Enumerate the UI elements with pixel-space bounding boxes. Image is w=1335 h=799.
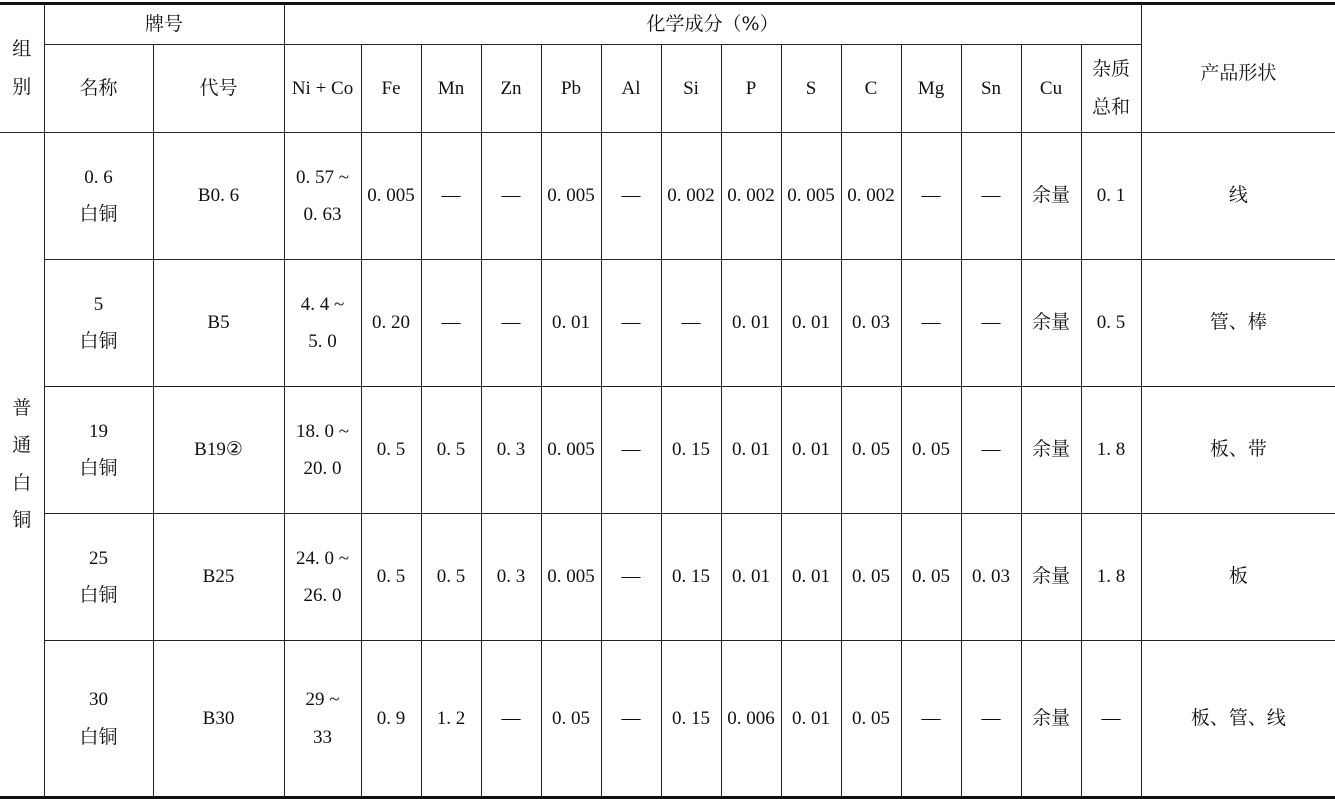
table-body (0, 133, 1335, 798)
composition-cell: 0. 57 ~ 0. 63 (284, 133, 361, 260)
composition-cell: 0. 05 (541, 641, 601, 798)
composition-cell: 0. 01 (721, 260, 781, 387)
header-row-1 (0, 4, 1335, 45)
element-header: Ni + Co (284, 45, 361, 133)
composition-cell: 余量 (1021, 641, 1081, 798)
composition-cell: — (481, 133, 541, 260)
composition-cell: — (481, 641, 541, 798)
code-header: 代号 (153, 45, 284, 133)
composition-cell: 0. 002 (841, 133, 901, 260)
element-header: Al (601, 45, 661, 133)
composition-cell: — (961, 387, 1021, 514)
composition-cell: 0. 15 (661, 387, 721, 514)
composition-cell: 0. 03 (841, 260, 901, 387)
composition-cell: — (901, 133, 961, 260)
composition-cell: 24. 0 ~ 26. 0 (284, 514, 361, 641)
composition-cell: — (421, 260, 481, 387)
table-row (0, 260, 1335, 387)
composition-cell: — (601, 641, 661, 798)
element-header: Sn (961, 45, 1021, 133)
composition-cell: 0. 002 (661, 133, 721, 260)
grade-name-cell: 5 白铜 (44, 260, 153, 387)
composition-cell: 0. 005 (361, 133, 421, 260)
element-header: Pb (541, 45, 601, 133)
composition-cell: 0. 15 (661, 641, 721, 798)
composition-cell: — (481, 260, 541, 387)
element-header: Fe (361, 45, 421, 133)
composition-cell: — (1081, 641, 1141, 798)
composition-cell: 0. 5 (421, 514, 481, 641)
element-header: C (841, 45, 901, 133)
composition-cell: — (961, 641, 1021, 798)
composition-cell: — (601, 387, 661, 514)
composition-cell: — (661, 260, 721, 387)
element-header: Si (661, 45, 721, 133)
composition-cell: 0. 05 (901, 387, 961, 514)
composition-cell: 0. 01 (781, 260, 841, 387)
composition-cell: 0. 20 (361, 260, 421, 387)
grade-name-cell: 30 白铜 (44, 641, 153, 798)
composition-cell: 1. 8 (1081, 387, 1141, 514)
composition-cell: 0. 03 (961, 514, 1021, 641)
composition-cell: 0. 05 (841, 387, 901, 514)
composition-cell: 0. 5 (361, 387, 421, 514)
composition-cell: 1. 2 (421, 641, 481, 798)
composition-cell: 0. 005 (781, 133, 841, 260)
grade-code-cell: B5 (153, 260, 284, 387)
composition-cell: 0. 01 (781, 641, 841, 798)
grade-name-cell: 0. 6 白铜 (44, 133, 153, 260)
group-name-cell: 普 通 白 铜 (0, 133, 44, 798)
composition-cell: 0. 01 (781, 514, 841, 641)
grade-header: 牌号 (44, 4, 284, 45)
composition-cell: 0. 5 (361, 514, 421, 641)
composition-cell: 0. 002 (721, 133, 781, 260)
composition-cell: 0. 05 (841, 641, 901, 798)
composition-cell: — (601, 514, 661, 641)
element-header: Cu (1021, 45, 1081, 133)
product-shape-cell: 板、管、线 (1141, 641, 1335, 798)
grade-name-cell: 25 白铜 (44, 514, 153, 641)
cupronickel-composition-table (0, 2, 1335, 799)
product-shape-cell: 板 (1141, 514, 1335, 641)
product-shape-cell: 线 (1141, 133, 1335, 260)
name-header: 名称 (44, 45, 153, 133)
composition-cell: 18. 0 ~ 20. 0 (284, 387, 361, 514)
header-row-2 (0, 45, 1335, 133)
grade-code-cell: B25 (153, 514, 284, 641)
shape-header: 产品形状 (1141, 4, 1335, 133)
composition-cell: 0. 006 (721, 641, 781, 798)
composition-cell: 0. 3 (481, 387, 541, 514)
table-row (0, 387, 1335, 514)
composition-cell: — (601, 133, 661, 260)
element-header: S (781, 45, 841, 133)
composition-cell: — (421, 133, 481, 260)
element-header: P (721, 45, 781, 133)
element-header: Zn (481, 45, 541, 133)
grade-code-cell: B19② (153, 387, 284, 514)
composition-cell: — (961, 260, 1021, 387)
composition-cell: 0. 01 (541, 260, 601, 387)
composition-cell: 余量 (1021, 260, 1081, 387)
product-shape-cell: 板、带 (1141, 387, 1335, 514)
composition-cell: 0. 3 (481, 514, 541, 641)
composition-cell: 0. 15 (661, 514, 721, 641)
composition-cell: — (601, 260, 661, 387)
table-row (0, 641, 1335, 798)
composition-cell: 29 ~ 33 (284, 641, 361, 798)
composition-cell: 0. 01 (781, 387, 841, 514)
composition-cell: 0. 05 (901, 514, 961, 641)
grade-name-cell: 19 白铜 (44, 387, 153, 514)
composition-cell: 余量 (1021, 133, 1081, 260)
composition-cell: 4. 4 ~ 5. 0 (284, 260, 361, 387)
composition-cell: 0. 1 (1081, 133, 1141, 260)
element-header: Mn (421, 45, 481, 133)
composition-cell: 0. 01 (721, 387, 781, 514)
composition-cell: 0. 5 (1081, 260, 1141, 387)
composition-cell: — (901, 260, 961, 387)
composition-cell: 0. 05 (841, 514, 901, 641)
table-row (0, 133, 1335, 260)
composition-cell: 0. 01 (721, 514, 781, 641)
composition-cell: 0. 005 (541, 514, 601, 641)
composition-cell: 0. 9 (361, 641, 421, 798)
composition-cell: 余量 (1021, 514, 1081, 641)
element-header: 杂质 总和 (1081, 45, 1141, 133)
composition-cell: 余量 (1021, 387, 1081, 514)
composition-header: 化学成分（%） (284, 4, 1141, 45)
composition-cell: 0. 005 (541, 387, 601, 514)
element-header: Mg (901, 45, 961, 133)
table-row (0, 514, 1335, 641)
grade-code-cell: B0. 6 (153, 133, 284, 260)
composition-cell: 1. 8 (1081, 514, 1141, 641)
composition-cell: 0. 005 (541, 133, 601, 260)
composition-cell: — (901, 641, 961, 798)
grade-code-cell: B30 (153, 641, 284, 798)
composition-cell: 0. 5 (421, 387, 481, 514)
group-header: 组 别 (0, 4, 44, 133)
composition-cell: — (961, 133, 1021, 260)
product-shape-cell: 管、棒 (1141, 260, 1335, 387)
